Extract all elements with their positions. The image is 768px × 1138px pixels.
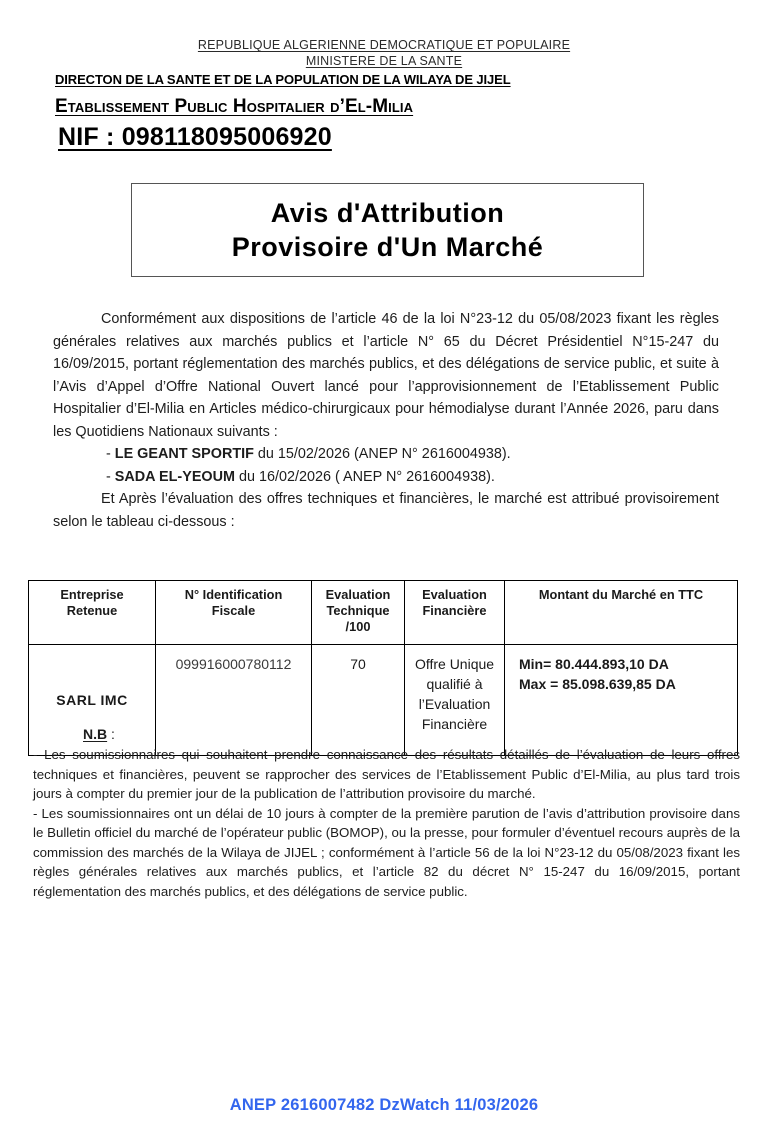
amount-max: Max = 85.098.639,85 DA	[519, 676, 676, 692]
cell-technical-score: 70	[312, 645, 405, 756]
header-republic-line: REPUBLIQUE ALGERIENNE DEMOCRATIQUE ET POPULAIRE	[197, 38, 571, 52]
newspaper-name: LE GEANT SPORTIF	[114, 446, 254, 462]
header-direction-line: DIRECTON DE LA SANTE ET DE LA POPULATION DE LA WILAYA DE JIJEL	[55, 72, 511, 87]
intro-paragraph-text: Conformément aux dispositions de l’article 46 de la loi N°23-12 du 05/08/2023 fixant les règles générales relatives aux marchés publics et l’article N° 65 du Décret Présidentiel N°15-247 du 16/09/2015, portant réglementation des marchés publics, et des délégations de service public, et suite à l’Avis d’Appel d’Offre National Ouvert lancé pour l’approvisionnement de l’Etablissement Public Hospitalier d’El-Milia en Articles médico-chirurgicaux pour hémodialyse durant l’Année 2026, paru dans les Quotidiens Nationaux suivants :	[53, 311, 719, 440]
nb-label-suffix: :	[107, 726, 115, 742]
newspaper-details: du 16/02/2026 ( ANEP N° 2616004938).	[235, 468, 495, 485]
header-ministry-line: MINISTERE DE LA SANTE	[305, 54, 463, 68]
header-establishment-line: Etablissement Public Hospitalier d’El-Milia	[55, 96, 414, 117]
nb-label	[33, 726, 740, 742]
document-header	[0, 0, 768, 152]
newspaper-dash: -	[106, 446, 111, 462]
header-fiscal-line2: Fiscale	[211, 603, 256, 618]
nb-item-2: - Les soumissionnaires ont un délai de 10 jours à compter de la première parution de l’avis d’attribution provisoire dans le Bulletin officiel du marché de l’opérateur public (BOMOP), ou la presse, pour formuler d’éventuel recours auprès de la commission des marchés de la Wilaya de JIJEL ; conformément à l’article 56 de la loi N°23-12 du 05/08/2023 fixant les règles générales relatives aux marchés publics, et l’article 82 du décret N° 15-247 du 16/09/2015, portant réglementation des marchés publics, et des délégations de service public.	[33, 805, 740, 899]
header-amount-line1: Montant du Marché en TTC	[538, 587, 704, 602]
table-header-cell-fiscal-id	[156, 581, 312, 645]
evaluation-paragraph	[53, 488, 719, 533]
document-body	[53, 308, 719, 533]
footer-anep-line: ANEP 2616007482 DzWatch 11/03/2026	[229, 1096, 539, 1114]
header-fiscal-line1: N° Identification	[184, 587, 283, 602]
nb-item-1: - Les soumissionnaires qui souhaitent prendre connaissance des résultats détaillés de l’évaluation de leurs offres techniques et financières, peuvent se rapprocher des services de l’Etablissement Public d’El-Milia, au plus tard trois jours à compter du premier jour de la publication de l’attribution provisoire du marché.	[33, 747, 740, 801]
header-technical-line1: Evaluation	[325, 587, 391, 602]
newspaper-name: SADA EL-YEOUM	[114, 468, 235, 485]
table-header-cell-technical	[312, 581, 405, 645]
cell-fiscal-id: 099916000780112	[156, 645, 312, 756]
evaluation-paragraph-text: Et Après l’évaluation des offres techniques et financières, le marché est attribué provisoirement selon le tableau ci-dessous :	[53, 491, 719, 530]
financial-eval-line4: Financière	[421, 716, 488, 732]
table-header-cell-company	[29, 581, 156, 645]
newspaper-details: du 15/02/2026 (ANEP N° 2616004938).	[253, 446, 511, 462]
header-company-line1: Entreprise	[60, 587, 124, 602]
header-company-line2: Retenue	[66, 603, 118, 618]
header-nif-line: NIF : 098118095006920	[58, 123, 332, 151]
newspaper-item	[53, 466, 719, 489]
header-financial-line1: Evaluation	[422, 587, 487, 602]
table-header-row	[29, 581, 738, 645]
table-header-cell-amount	[505, 581, 738, 645]
header-technical-line3: /100	[345, 619, 371, 634]
table-header-cell-financial	[405, 581, 505, 645]
cell-company-name: SARL IMC	[29, 645, 156, 756]
financial-eval-line1: Offre Unique	[414, 656, 495, 672]
header-technical-line2: Technique	[326, 603, 390, 618]
title-line-2: Provisoire d'Un Marché	[231, 232, 544, 262]
financial-eval-line2: qualifié à	[426, 676, 483, 692]
header-financial-line2: Financière	[422, 603, 487, 618]
intro-paragraph	[53, 308, 719, 443]
nb-section	[33, 726, 740, 901]
title-line-1: Avis d'Attribution	[270, 198, 505, 228]
title-box	[131, 183, 644, 277]
amount-min: Min= 80.444.893,10 DA	[519, 656, 669, 672]
financial-eval-line3: l’Evaluation	[418, 696, 491, 712]
newspaper-item	[53, 443, 719, 466]
nb-label-text: N.B	[83, 726, 108, 742]
newspaper-dash: -	[106, 468, 111, 485]
